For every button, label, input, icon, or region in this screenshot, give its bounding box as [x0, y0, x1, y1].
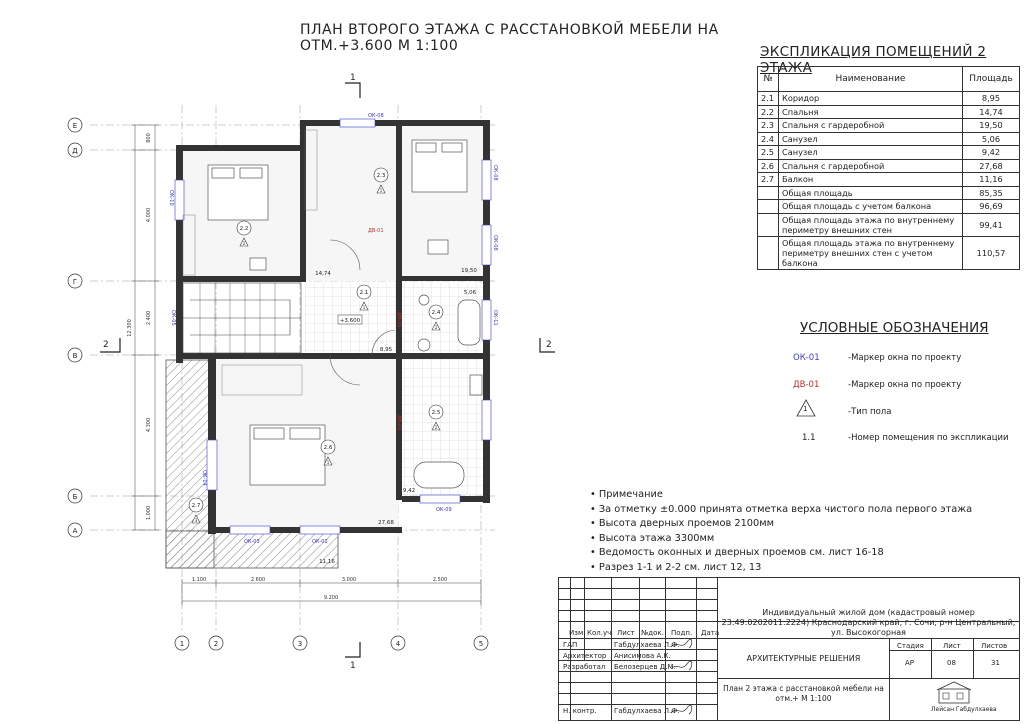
dim-bottom-total: 9.200: [323, 595, 339, 601]
legend-text-floor: -Тип пола: [848, 407, 892, 417]
room-area-2.7: 11,16: [319, 559, 335, 565]
tb-stage: АР: [905, 659, 915, 667]
axis-label-A: А: [72, 527, 78, 535]
tb-col-ndok: №док.: [641, 629, 664, 637]
title-block: [558, 577, 1020, 721]
window-mark-5: ОК-11: [492, 310, 498, 326]
tb-sheets: 31: [991, 659, 1000, 667]
tb-stage-label: Стадия: [897, 642, 924, 650]
tb-col-data: Дата: [701, 629, 720, 637]
legend-text-door: -Маркер окна по проекту: [848, 380, 962, 390]
room-area-2.2: 14,74: [315, 271, 331, 277]
axis-label-D: Д: [72, 147, 78, 155]
table-row: 2.3 Спальня с гардеробной 19,50: [758, 119, 1020, 133]
svg-text:1: 1: [326, 460, 330, 465]
room-area-2.4: 5,06: [463, 290, 477, 296]
window-mark-9: ОК-02: [312, 539, 328, 545]
legend-symbol-door: ДВ-01: [793, 380, 820, 390]
table-row: Общая площадь 85,35: [758, 186, 1020, 200]
dim-left-total: 12.300: [127, 319, 133, 337]
svg-text:2.6: 2.6: [323, 445, 333, 451]
expl-header-name: Наименование: [779, 67, 963, 92]
toilet-24: [419, 295, 429, 305]
axis-label-3: 3: [297, 640, 303, 648]
expl-header-num: №: [758, 67, 779, 92]
signature-icon: [669, 638, 695, 674]
level-mark: +3.600: [339, 318, 361, 324]
chair-23: [428, 240, 448, 254]
axis-label-E: Е: [72, 122, 78, 130]
explication-table: [757, 66, 1020, 270]
svg-text:2: 2: [434, 325, 438, 330]
window-mark-6: ОК-14: [201, 470, 207, 486]
legend-symbol-room: 1.1: [802, 433, 816, 443]
tb-col-koluch: Кол.уч: [587, 629, 612, 637]
legend-text-room: -Номер помещения по экспликации: [848, 433, 1009, 443]
section-mark-1-top: [345, 83, 360, 98]
tb-sheets-label: Листов: [981, 642, 1008, 650]
svg-text:2.2: 2.2: [239, 226, 249, 232]
room-area-2.1: 8,95: [379, 347, 393, 353]
table-row: Общая площадь этажа по внутреннему периметру внешних стен 99,41: [758, 213, 1020, 236]
tb-role-0: ГАП: [563, 641, 578, 649]
room-area-2.5: 9,42: [402, 488, 416, 494]
tb-sheet: 08: [947, 659, 956, 667]
room-area-2.6: 27,68: [378, 520, 394, 526]
door-mark-2: ДВ-01: [396, 415, 402, 431]
room-area-2.3: 19,50: [461, 268, 477, 274]
axis-label-V: В: [72, 352, 78, 360]
legend-title: УСЛОВНЫЕ ОБОЗНАЧЕНИЯ: [800, 320, 989, 336]
section-mark-1-bottom: [345, 642, 360, 657]
tb-col-list: Лист: [617, 629, 635, 637]
svg-text:2.3: 2.3: [376, 173, 386, 179]
section-label-top: 1: [350, 73, 356, 83]
dim-left-0: 800: [146, 133, 152, 143]
dim-left-1: 4.000: [146, 207, 152, 223]
door-mark-0: ДВ-01: [368, 228, 384, 234]
tb-section: АРХИТЕКТУРНЫЕ РЕШЕНИЯ: [746, 654, 861, 663]
tb-sheet-label: Лист: [943, 642, 961, 650]
note-item: • За отметку ±0.000 принята отметка верха чистого пола первого этажа: [590, 503, 973, 515]
bathtub-25: [414, 462, 464, 488]
svg-text:2: 2: [434, 425, 438, 430]
tb-logo-name: Лейсан Габдулхаева: [931, 706, 997, 713]
expl-header-area: Площадь: [963, 67, 1020, 92]
sink-25: [470, 375, 482, 395]
window-mark-7: ОК-09: [436, 507, 452, 513]
chair-22: [250, 258, 266, 270]
sink-24: [418, 339, 430, 351]
window-mark-4: ОК-08: [492, 235, 498, 251]
svg-text:3: 3: [194, 518, 198, 523]
table-row: 2.1 Коридор 8,95: [758, 92, 1020, 106]
staircase: [183, 283, 301, 353]
svg-text:2.1: 2.1: [359, 290, 369, 296]
note-item: • Примечание: [590, 489, 663, 500]
axis-label-B: Б: [72, 493, 78, 501]
table-row: 2.2 Спальня 14,74: [758, 105, 1020, 119]
table-row: 2.6 Спальня с гардеробной 27,68: [758, 159, 1020, 173]
dim-bottom-2: 3.000: [341, 577, 357, 583]
section-label-right: 2: [546, 340, 552, 350]
section-label-left: 2: [103, 340, 109, 350]
tb-name-1: Анисимова А.К.: [614, 652, 671, 660]
table-row: Общая площадь с учетом балкона 96,69: [758, 200, 1020, 214]
dim-bottom-3: 2.500: [432, 577, 448, 583]
window-mark-2: ОК-10: [168, 190, 174, 206]
window-mark-8: ОК-03: [244, 539, 260, 545]
floor-plan: [55, 60, 555, 671]
axis-label-4: 4: [395, 640, 401, 648]
svg-text:2.5: 2.5: [431, 410, 441, 416]
dim-left-4: 1.000: [146, 505, 152, 521]
tb-name-2: Белозерцев Д.М.: [614, 663, 676, 671]
note-item: • Высота дверных проемов 2100мм: [590, 518, 775, 529]
svg-text:1: 1: [379, 188, 383, 193]
tb-role-1: Архитектор: [563, 652, 607, 660]
note-item: • Ведомость оконных и дверных проемов см. лист 16-18: [590, 547, 884, 558]
bathtub-24: [458, 300, 480, 345]
dim-left-2: 2.400: [146, 310, 152, 326]
dim-bottom-1: 2.600: [250, 577, 266, 583]
svg-text:1: 1: [362, 305, 366, 310]
table-row: 2.5 Санузел 9,42: [758, 146, 1020, 160]
note-item: • Высота этажа 3300мм: [590, 532, 715, 544]
tb-col-podp: Подп.: [671, 629, 693, 637]
legend-symbol-window: ОК-01: [793, 353, 820, 363]
tb-role-3: Н. контр.: [563, 707, 597, 715]
window-mark-0: ОК-08: [368, 113, 384, 119]
table-row: 2.4 Санузел 5,06: [758, 132, 1020, 146]
logo-icon: [933, 681, 975, 705]
door-mark-1: ДВ-01: [396, 312, 402, 328]
tb-sheet-name: План 2 этажа с расстановкой мебели на отм.+ М 1:100: [723, 684, 884, 703]
dim-bottom-0: 1.100: [191, 577, 207, 583]
tb-col-izm: Изм.: [569, 629, 586, 637]
axis-label-G: Г: [72, 278, 78, 286]
svg-text:2.7: 2.7: [191, 503, 201, 509]
tb-role-2: Разработал: [563, 663, 606, 671]
window-mark-3: ОК-05: [170, 310, 176, 326]
sheet-title: ПЛАН ВТОРОГО ЭТАЖА С РАССТАНОВКОЙ МЕБЕЛИ НА ОТМ.+3.600 М 1:100: [300, 22, 719, 54]
explication-title: ЭКСПЛИКАЦИЯ ПОМЕЩЕНИЙ 2 ЭТАЖА: [760, 44, 987, 76]
signature-icon: [669, 704, 695, 718]
legend-text-window: -Маркер окна по проекту: [848, 353, 962, 363]
tb-project: Индивидуальный жилой дом (кадастровый номер 23:49:0202011:2224) Краснодарский край, г. Сочи, р-н Центральный, ул. Высокогорная: [721, 608, 1016, 637]
window-top: [340, 119, 375, 127]
svg-text:2.4: 2.4: [431, 310, 441, 316]
axis-label-5: 5: [478, 640, 484, 648]
legend-symbol-floor: 1: [803, 405, 808, 413]
dim-left-3: 4.300: [146, 417, 152, 433]
note-item: • Разрез 1-1 и 2-2 см. лист 12, 13: [590, 561, 762, 573]
table-row: 2.7 Балкон 11,16: [758, 173, 1020, 187]
window-mark-1: ОК-08: [492, 165, 498, 181]
tb-name-3: Габдулхаева Л.Ф.: [614, 707, 680, 715]
table-row: Общая площадь этажа по внутреннему периметру внешних стен с учетом балкона 110,57: [758, 236, 1020, 269]
axis-label-2: 2: [213, 640, 219, 648]
tb-name-0: Габдулхаева Л.Ф.: [614, 641, 680, 649]
svg-text:2: 2: [242, 241, 246, 246]
notes: [590, 488, 972, 575]
axis-label-1: 1: [179, 640, 185, 648]
section-label-bottom: 1: [350, 661, 356, 671]
